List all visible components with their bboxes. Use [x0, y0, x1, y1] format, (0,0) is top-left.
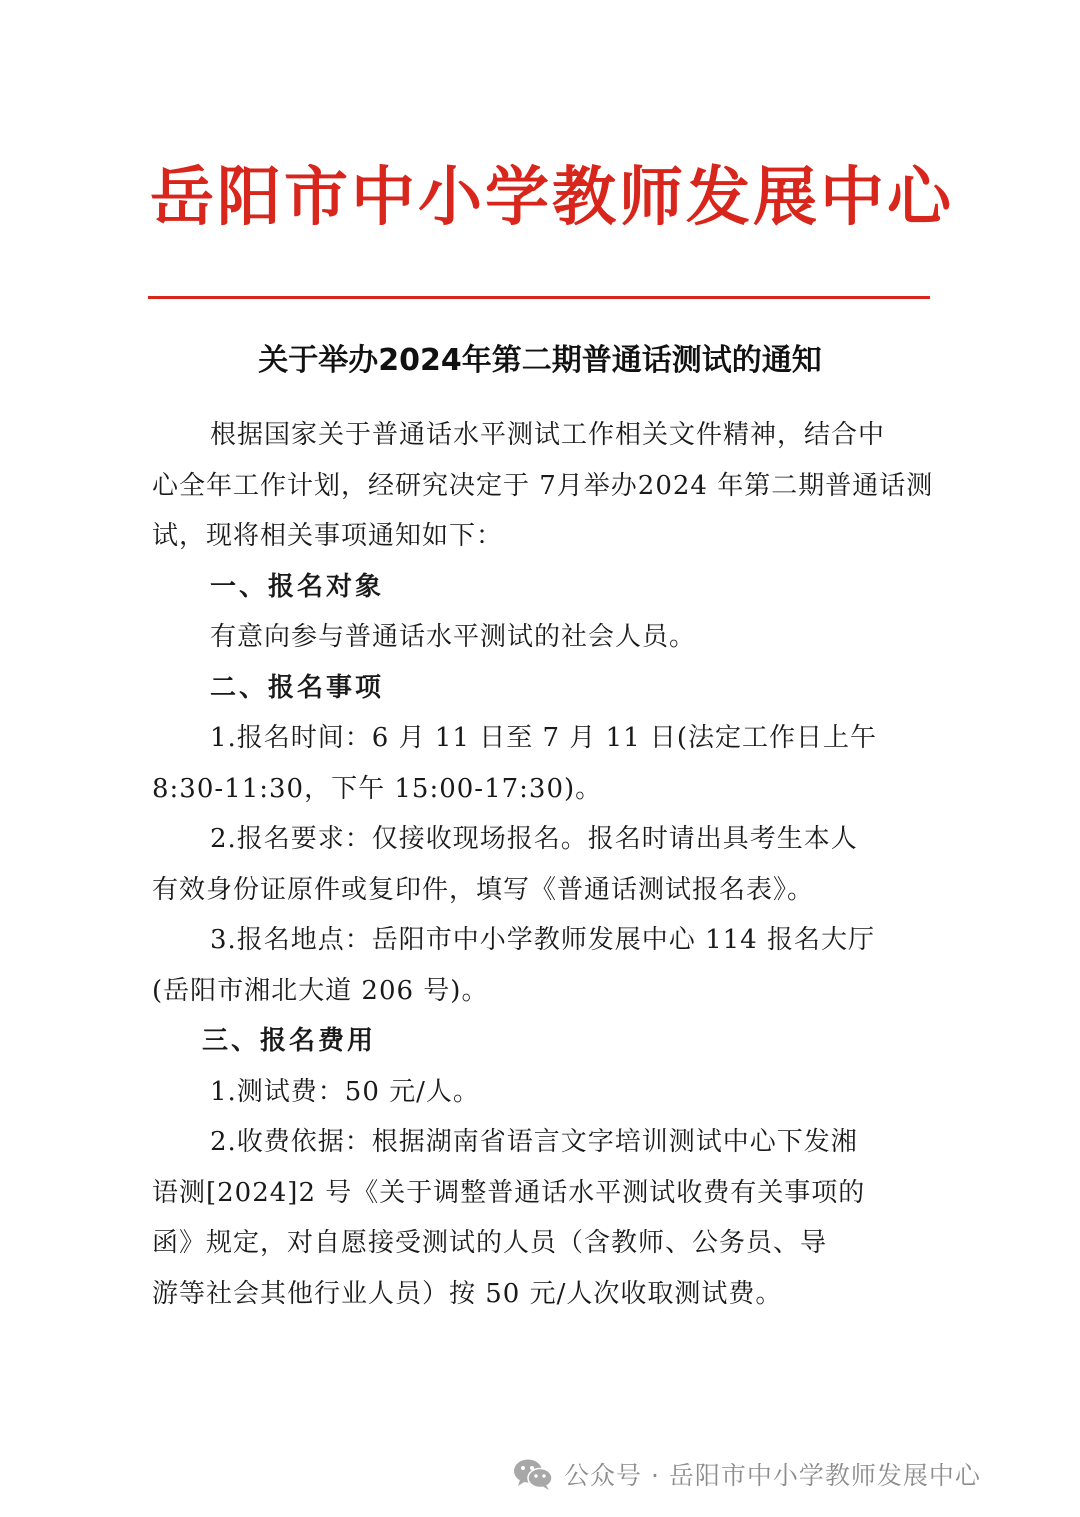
- section-heading-registration: 二、报名事项: [210, 672, 385, 703]
- wechat-icon: [512, 1457, 554, 1491]
- fee-basis-line: 2.收费依据：根据湖南省语言文字培训测试中心下发湘: [210, 1127, 858, 1157]
- fee-basis-line: 游等社会其他行业人员）按 50 元/人次收取测试费。: [152, 1278, 783, 1309]
- registration-requirement-line: 有效身份证原件或复印件，填写《普通话测试报名表》。: [152, 874, 815, 905]
- registration-time-line: 1.报名时间：6 月 11 日至 7 月 11 日(法定工作日上午: [210, 723, 878, 753]
- intro-line: 根据国家关于普通话水平测试工作相关文件精神，结合中: [210, 420, 886, 450]
- section-heading-fees: 三、报名费用: [202, 1026, 377, 1056]
- fee-basis-line: 函》规定，对自愿接受测试的人员（含教师、公务员、导: [152, 1228, 828, 1258]
- account-name-label: 公众号 · 岳阳市中小学教师发展中心: [564, 1461, 981, 1490]
- section-line: 有意向参与普通话水平测试的社会人员。: [210, 622, 697, 652]
- section-heading-registrants: 一、报名对象: [210, 571, 385, 602]
- registration-requirement-line: 2.报名要求：仅接收现场报名。报名时请出具考生本人: [210, 824, 858, 854]
- intro-line: 试，现将相关事项通知如下：: [152, 521, 504, 551]
- registration-time-line: 8:30-11:30，下午 15:00-17:30)。: [152, 773, 603, 804]
- notice-title: 关于举办2024年第二期普通话测试的通知: [258, 343, 822, 378]
- wechat-account-footer: [512, 1452, 981, 1496]
- masthead-title: 岳阳市中小学教师发展中心: [150, 160, 954, 235]
- fee-line: 1.测试费：50 元/人。: [210, 1076, 480, 1107]
- fee-basis-line: 语测[2024]2 号《关于调整普通话水平测试收费有关事项的: [152, 1177, 866, 1208]
- red-divider-rule: [148, 296, 930, 299]
- registration-location-line: (岳阳市湘北大道 206 号)。: [152, 975, 489, 1006]
- intro-line: 心全年工作计划，经研究决定于 7月举办2024 年第二期普通话测: [152, 470, 934, 501]
- notice-body: [152, 410, 934, 1319]
- registration-location-line: 3.报名地点：岳阳市中小学教师发展中心 114 报名大厅: [210, 925, 875, 955]
